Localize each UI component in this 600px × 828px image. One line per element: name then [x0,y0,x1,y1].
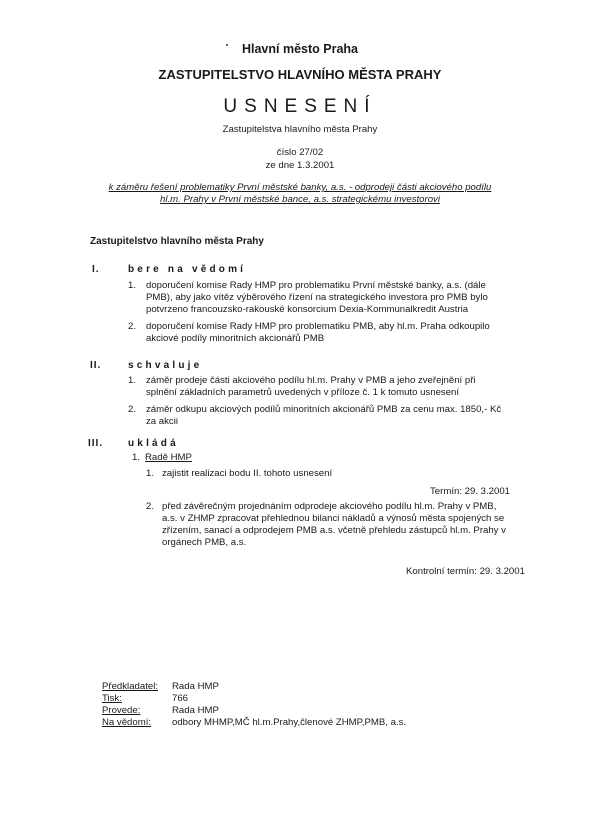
item-line: splnění základních parametrů uvedených v příloze č. 1 k tomuto usnesení [146,387,460,398]
subject-line-1: k záměru řešení problematiky První městské banky, a.s. - odprodeji části akciového podílu [108,182,492,193]
council-subtitle: Zastupitelstva hlavního města Prahy [222,124,378,135]
item-line: záměr prodeje části akciového podílu hl.m. Prahy v PMB a jeho zveřejnění při [146,375,476,386]
section-title-1: bere na vědomí [128,264,247,275]
item-line: potvrzeno francouzsko-rakouské konsorcium Dexia-Kommunalkredit Austria [146,304,469,315]
footer-value-executor: Rada HMP [172,705,219,716]
task-line: orgánech PMB, a.s. [162,537,247,548]
assignee: Radě HMP [145,452,192,463]
subject-line-2: hl.m. Prahy v První městské bance, a.s. strategickému investorovi [160,194,440,205]
item-number: 1. [127,280,136,291]
resolution-heading: USNESENÍ [223,96,377,117]
city-heading: Hlavní město Praha [241,42,358,56]
footer-label-submitter: Předkladatel: [102,681,158,692]
body-title: Zastupitelstvo hlavního města Prahy [90,236,264,247]
section-roman-3: III. [88,438,104,449]
item-line: za akcii [146,416,178,427]
section-title-3: ukládá [128,438,179,449]
resolution-date: ze dne 1.3.2001 [265,160,335,171]
item-number: 2. [127,404,136,415]
task-number: 2. [145,501,154,512]
item-line: doporučení komise Rady HMP pro problematiku PMB, aby hl.m. Praha odkoupilo [146,321,490,332]
item-line: PMB), aby jako vítěz výběrového řízení na strategického investora pro PMB bylo [146,292,488,303]
task-line: zřízením, sanací a odprodejem PMB a.s. včetně přehledu zástupců hl.m. Prahy v [162,525,506,536]
footer-value-cc: odbory MHMP,MČ hl.m.Prahy,členové ZHMP,PMB, a.s. [172,717,407,728]
item-line: akciové podíly minoritních akcionářů PMB [146,333,325,344]
section-roman-2: II. [90,360,102,371]
resolution-number: číslo 27/02 [276,147,324,158]
task-deadline: Kontrolní termín: 29. 3.2001 [406,566,525,577]
footer-label-executor: Provede: [102,705,141,716]
assignee-number: 1. [131,452,140,463]
task-line: před závěrečným projednáním odprodeje akciového podílu hl.m. Prahy v PMB, [162,501,497,512]
footer-value-print: 766 [172,693,189,704]
task-number: 1. [145,468,154,479]
item-number: 1. [127,375,136,386]
section-roman-1: I. [92,264,100,275]
footer-value-submitter: Rada HMP [172,681,219,692]
footer-label-cc: Na vědomí: [102,717,152,728]
task-line: zajistit realizaci bodu II. tohoto usnesení [162,468,333,479]
task-line: a.s. v ZHMP zpracovat přehlednou bilanci nákladů a výnosů města spojených se [162,513,505,524]
council-heading: ZASTUPITELSTVO HLAVNÍHO MĚSTA PRAHY [158,67,442,82]
item-number: 2. [127,321,136,332]
section-title-2: schvaluje [128,360,203,371]
task-deadline: Termín: 29. 3.2001 [430,486,510,497]
item-line: záměr odkupu akciových podílů minoritních akcionářů PMB za cenu max. 1850,- Kč [146,404,502,415]
footer-label-print: Tisk: [102,693,122,704]
item-line: doporučení komise Rady HMP pro problematiku První městské banky, a.s. (dále [146,280,486,291]
